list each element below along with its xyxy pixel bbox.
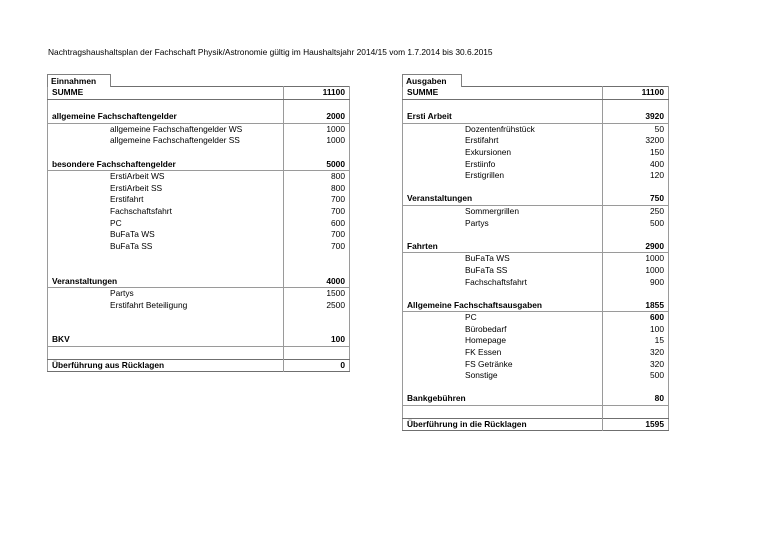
table-row xyxy=(48,111,350,123)
row-label xyxy=(403,182,603,194)
row-label: Ersti Arbeit xyxy=(403,111,603,123)
table-row xyxy=(48,218,350,230)
row-label: besondere Fachschaftengelder xyxy=(48,159,284,171)
row-value: 700 xyxy=(284,241,350,253)
table-row xyxy=(48,229,350,241)
row-label: allgemeine Fachschaftengelder SS xyxy=(110,135,240,146)
row-label: FS Getränke xyxy=(465,358,513,369)
row-label xyxy=(48,264,284,276)
table-row xyxy=(403,277,669,289)
table-row xyxy=(403,193,669,205)
table-spacer-row xyxy=(403,382,669,394)
table-row xyxy=(403,135,669,147)
row-label: Dozentenfrühstück xyxy=(465,123,535,134)
row-value xyxy=(603,382,669,394)
table-spacer-row xyxy=(48,264,350,276)
row-label: Erstifahrt Beteiligung xyxy=(110,299,188,310)
row-label: BuFaTa SS xyxy=(465,264,508,275)
row-value: 3200 xyxy=(603,135,669,147)
income-table xyxy=(47,86,350,372)
table-row xyxy=(403,218,669,230)
row-label: Erstifahrt xyxy=(465,135,499,146)
row-value: 11100 xyxy=(603,87,669,100)
table-spacer-row xyxy=(48,252,350,264)
row-label: Erstiinfo xyxy=(465,158,496,169)
table-row xyxy=(403,205,669,217)
table-row xyxy=(48,123,350,135)
row-label: Veranstaltungen xyxy=(48,276,284,288)
table-spacer-row xyxy=(403,99,669,111)
table-row xyxy=(48,159,350,171)
table-spacer-row xyxy=(403,406,669,419)
row-value: 750 xyxy=(603,193,669,205)
row-value: 600 xyxy=(603,312,669,324)
row-label: SUMME xyxy=(48,87,284,100)
table-row xyxy=(48,135,350,147)
row-value: 900 xyxy=(603,277,669,289)
table-row xyxy=(403,418,669,431)
row-label: Allgemeine Fachschaftsausgaben xyxy=(403,300,603,312)
row-label: Fahrten xyxy=(403,241,603,253)
expenses-sheet xyxy=(402,73,668,431)
row-value xyxy=(603,99,669,111)
row-label: Exkursionen xyxy=(465,146,512,157)
row-value: 320 xyxy=(603,347,669,359)
table-row xyxy=(403,312,669,324)
row-value xyxy=(284,323,350,335)
row-label: PC xyxy=(465,312,477,323)
row-label: Partys xyxy=(110,288,134,299)
row-label: BKV xyxy=(48,334,284,346)
row-label: Sonstige xyxy=(465,370,498,381)
table-row xyxy=(403,393,669,405)
row-label xyxy=(48,323,284,335)
table-row xyxy=(403,170,669,182)
table-row xyxy=(48,194,350,206)
document-title: Nachtragshaushaltsplan der Fachschaft Physik/Astronomie gültig im Haushaltsjahr 2014/15 vom 1.7.2014 bis 30.6.2015 xyxy=(48,47,493,57)
row-value: 700 xyxy=(284,206,350,218)
row-value: 2900 xyxy=(603,241,669,253)
row-value: 1000 xyxy=(284,123,350,135)
row-label xyxy=(403,229,603,241)
row-value: 4000 xyxy=(284,276,350,288)
row-value: 2000 xyxy=(284,111,350,123)
table-row xyxy=(403,87,669,100)
table-row xyxy=(48,359,350,372)
table-row xyxy=(403,359,669,371)
row-value: 600 xyxy=(284,218,350,230)
row-value: 1000 xyxy=(603,265,669,277)
row-label: Bankgebühren xyxy=(403,393,603,405)
table-spacer-row xyxy=(48,99,350,111)
table-spacer-row xyxy=(403,182,669,194)
row-label xyxy=(48,347,284,360)
row-value xyxy=(284,147,350,159)
table-row xyxy=(403,111,669,123)
row-label: BuFaTa WS xyxy=(465,253,510,264)
table-row xyxy=(403,335,669,347)
row-value: 2500 xyxy=(284,300,350,312)
row-label: ErstiArbeit SS xyxy=(110,182,163,193)
table-row xyxy=(403,147,669,159)
row-label: Erstigrillen xyxy=(465,170,505,181)
row-value: 1000 xyxy=(284,135,350,147)
row-value: 5000 xyxy=(284,159,350,171)
row-value: 80 xyxy=(603,393,669,405)
row-label: Partys xyxy=(465,217,489,228)
row-value: 800 xyxy=(284,171,350,183)
row-value xyxy=(284,99,350,111)
row-value: 500 xyxy=(603,218,669,230)
row-label: Sommergrillen xyxy=(465,205,519,216)
table-row xyxy=(403,253,669,265)
table-row xyxy=(403,241,669,253)
table-row xyxy=(48,276,350,288)
row-label: BuFaTa SS xyxy=(110,240,153,251)
row-value: 100 xyxy=(284,334,350,346)
table-row xyxy=(48,300,350,312)
row-value xyxy=(284,264,350,276)
row-label: Veranstaltungen xyxy=(403,193,603,205)
row-value: 120 xyxy=(603,170,669,182)
row-value xyxy=(603,288,669,300)
row-label: Homepage xyxy=(465,335,506,346)
table-row xyxy=(48,288,350,300)
row-value: 1000 xyxy=(603,253,669,265)
table-row xyxy=(48,87,350,100)
row-label: Fachschaftsfahrt xyxy=(110,205,172,216)
row-label: Erstifahrt xyxy=(110,194,144,205)
row-value: 800 xyxy=(284,183,350,195)
row-label xyxy=(403,99,603,111)
table-row xyxy=(403,265,669,277)
row-value: 700 xyxy=(284,194,350,206)
row-label xyxy=(403,382,603,394)
income-section-tab: Einnahmen xyxy=(47,74,111,87)
row-value: 11100 xyxy=(284,87,350,100)
row-value: 700 xyxy=(284,229,350,241)
row-value xyxy=(284,252,350,264)
table-row xyxy=(403,300,669,312)
row-label xyxy=(403,288,603,300)
row-value: 400 xyxy=(603,159,669,171)
row-value: 0 xyxy=(284,359,350,372)
table-row xyxy=(48,241,350,253)
expenses-section-tab: Ausgaben xyxy=(402,74,462,87)
row-value: 320 xyxy=(603,359,669,371)
table-spacer-row xyxy=(48,323,350,335)
table-row xyxy=(403,347,669,359)
row-label xyxy=(48,99,284,111)
row-label: FK Essen xyxy=(465,347,502,358)
row-value xyxy=(284,347,350,360)
income-table-body xyxy=(48,87,350,372)
row-value: 250 xyxy=(603,205,669,217)
row-value: 500 xyxy=(603,370,669,382)
table-row xyxy=(403,159,669,171)
row-label: BuFaTa WS xyxy=(110,229,155,240)
row-value xyxy=(603,406,669,419)
row-value xyxy=(603,229,669,241)
table-row xyxy=(403,370,669,382)
table-row xyxy=(48,183,350,195)
expenses-table-body xyxy=(403,87,669,431)
table-row xyxy=(403,324,669,336)
row-label xyxy=(403,406,603,419)
row-value xyxy=(284,311,350,323)
row-value: 100 xyxy=(603,324,669,336)
row-value xyxy=(603,182,669,194)
table-row xyxy=(48,171,350,183)
row-label: Überführung in die Rücklagen xyxy=(403,418,603,431)
row-value: 1500 xyxy=(284,288,350,300)
row-label xyxy=(48,147,284,159)
table-spacer-row xyxy=(48,347,350,360)
row-label: allgemeine Fachschaftengelder WS xyxy=(110,123,243,134)
row-label xyxy=(48,252,284,264)
row-label: Fachschaftsfahrt xyxy=(465,276,527,287)
table-spacer-row xyxy=(403,288,669,300)
table-row xyxy=(48,334,350,346)
row-label: Überführung aus Rücklagen xyxy=(48,359,284,372)
row-value: 1855 xyxy=(603,300,669,312)
row-label: Bürobedarf xyxy=(465,323,507,334)
table-row xyxy=(48,206,350,218)
table-spacer-row xyxy=(403,229,669,241)
table-spacer-row xyxy=(48,311,350,323)
row-label xyxy=(48,311,284,323)
table-row xyxy=(403,123,669,135)
row-label: allgemeine Fachschaftengelder xyxy=(48,111,284,123)
row-value: 50 xyxy=(603,123,669,135)
row-value: 3920 xyxy=(603,111,669,123)
row-value: 15 xyxy=(603,335,669,347)
row-label: ErstiArbeit WS xyxy=(110,171,165,182)
expenses-table xyxy=(402,86,669,431)
row-label: SUMME xyxy=(403,87,603,100)
income-sheet xyxy=(47,73,349,372)
row-value: 150 xyxy=(603,147,669,159)
row-label: PC xyxy=(110,217,122,228)
table-spacer-row xyxy=(48,147,350,159)
row-value: 1595 xyxy=(603,418,669,431)
